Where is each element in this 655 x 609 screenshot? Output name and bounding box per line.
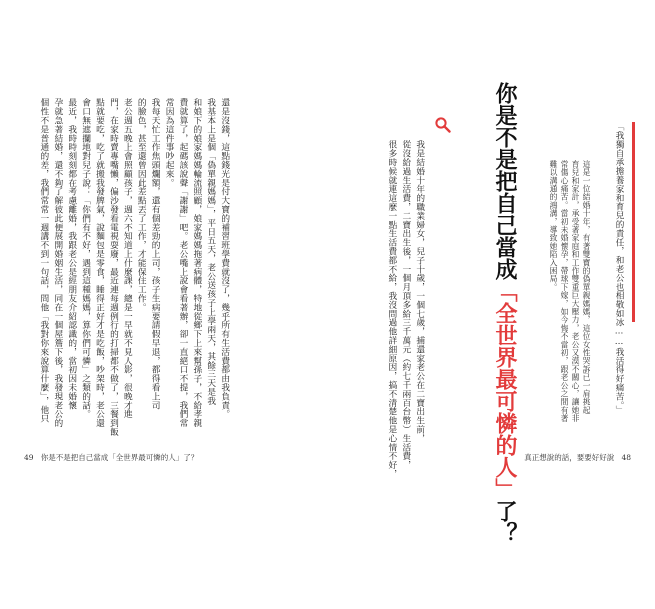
body-line: 費就算了，起碼該說聲「謝謝」吧。老公嘴上說會看著辦，卻一直絕口不提，我們常 <box>177 98 188 428</box>
left-footer-title: 你是不是把自己當成「全世界最可憐的人」了？ <box>40 453 199 462</box>
right-footer-text: 真正想說的話，要要好好說 <box>524 453 615 462</box>
body-line: 我基本上是個「偽單親媽媽」，平日五天，老公送孩子上學兩天，其餘三天是我 <box>205 98 216 406</box>
intro-line: 育兒和家計，承受著家庭和工作雙重巨大壓力，老公又漠不關心，讓她非 <box>571 160 580 423</box>
body-line: 點就要吃，吃了就搬我發脾氣，說麵包是零食，睡得正好才是吃飯，吵架時，老公還 <box>94 98 105 428</box>
intro-line: 難以溝通的鴻溝，導致她陷入困局。 <box>549 160 558 292</box>
right-page-number: 48 <box>621 453 631 462</box>
magnifier-icon <box>434 116 452 134</box>
quote-line: 「我獨自承擔養家和育兒的責任，和老公也相敬如冰……我活得好痛苦。」 <box>614 122 624 415</box>
body-line: 還是沒錢，這點錢光是付大寶的補習班學費就沒了，幾乎所有生活費都由我負責。 <box>219 98 230 419</box>
body-line: 常因為這件事吵起來。 <box>164 98 175 187</box>
left-footer <box>24 452 198 463</box>
right-footer <box>524 452 631 463</box>
title-highlight: 「全世界最可憐的人」 <box>492 280 518 500</box>
title-text-post: 了？ <box>492 500 518 544</box>
quote-block <box>614 122 624 415</box>
chapter-title <box>492 82 518 544</box>
body-line: 我每天忙工作焦頭爛額，還有個差勁的上司，孩子生病要請假早退，都得看上司 <box>150 98 161 410</box>
body-line: 個性不是普通的差，我們常常一週講不到一句話，問他「我對你來說算什麼」，他只 <box>38 98 49 423</box>
body-line: 門，在家時賣專嘴懶，偏沙發看電視耍廢，最近連每週例行的打掃都不做了，三餐到飯 <box>108 98 119 437</box>
body-line: 孕就急著結婚，還不夠了解彼此便展開婚姻生活，同在一個屋簷下後，我發現老公的 <box>52 98 63 428</box>
title-text-pre: 你是不是把自己當成 <box>492 82 518 280</box>
intro-paragraph <box>548 160 592 423</box>
intro-line: 常傷心痛苦。當初未婚懷孕，帶球下嫁，如今悔不當初，跟老公之間有著 <box>560 160 569 423</box>
body-line: 的臉色，甚至還曾因此差點丟了工作，才能保住工作。 <box>136 98 147 312</box>
body-text-right <box>384 140 426 479</box>
body-line: 最近，我時時刻刻都在考慮離婚，我跟老公是經朋友介紹認識的，當初因未婚懷 <box>66 98 77 410</box>
body-line: 我是結婚十年的職業婦女，兒子十歲，一個七歲，捕還家老公在二寶出生前， <box>414 140 425 443</box>
body-line: 很多時候就連這麼一點生活費都不給，我沒問過他詳細原因，搞不清楚他是心情不好， <box>386 140 397 479</box>
body-text-left <box>36 98 231 437</box>
left-page-number: 49 <box>24 453 34 462</box>
body-line: 和娘下的娘家媽媽輪流照顧，娘家媽媽拖著病體，特地從鄉下上來幫孫子，不給孝親 <box>191 98 202 428</box>
body-line: 會口無遮攔地對兒子說：「你們有不好，遇到這種媽媽，算你們可憐」之類的話。 <box>80 98 91 419</box>
body-line: 從沒給過生活費，二寶出生後，一個月頂多給三千萬元（約七千兩百台幣）生活費， <box>400 140 411 470</box>
intro-line: 這是一位結婚十年，有著雙寶的偽單親媽媽，這位女性哭訴已一肩挑起 <box>582 160 591 415</box>
quote-accent-bar <box>632 122 635 322</box>
body-line: 老公週五晚上會照顧孩子，週六不知道上什麼課，總是一早就不見人影，很晚才進 <box>122 98 133 419</box>
